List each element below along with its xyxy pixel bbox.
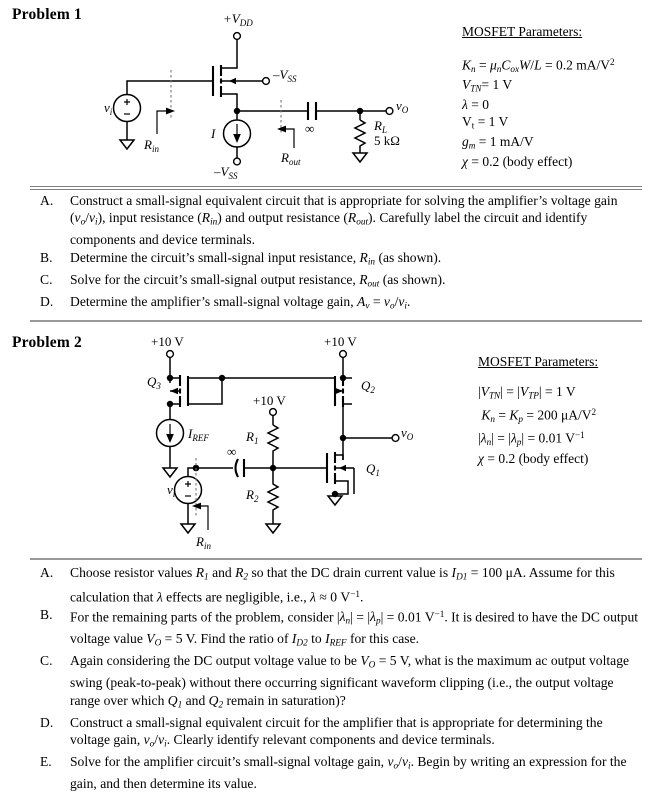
param-line: $g_m = 1$ mA/V <box>462 134 534 151</box>
question-item <box>30 714 642 753</box>
problem-2-circuit-diagram <box>130 334 430 556</box>
question-text: Solve for the amplifier circuit’s small-signal voltage gain, $v_o/v_i$. Begin by writing an expression for the gain, and then determine its value. <box>70 754 627 791</box>
param-line: $|V_{TN}| = |V_{TP}| = 1$ V <box>478 383 576 401</box>
vdd-label: $+V_{DD}$ <box>223 11 253 28</box>
question-item <box>30 192 642 249</box>
param-line: $|\lambda_n| = |\lambda_p| = 0.01$ $V^{-1}$ <box>478 430 585 448</box>
vss-bottom-label: $-V_{SS}$ <box>214 164 238 181</box>
question-text: For the remaining parts of the problem, consider $|\lambda_n| = |\lambda_p| = 0.01$ $V^{-1}$. It is desired to have the DC output voltage value $V_O = 5$ V. Find the ratio of $I_{D2}$ to $I_{REF}$ for this case. <box>70 608 639 648</box>
question-text: Determine the circuit’s small-signal input resistance, $R_{in}$ (as shown). <box>70 249 442 267</box>
vout-terminal-node <box>386 108 393 115</box>
vss-bottom-terminal-node <box>234 158 241 165</box>
input-source-symbol <box>114 95 141 122</box>
supply-right-label: +10 V <box>324 334 357 349</box>
question-text: Choose resistor values $R_1$ and $R_2$ so that the DC drain current value is $I_{D1} = 100$ μA. Assume for this calculation that λ effects are negligible, i.e., λ ≈ 0 $V^{-1}$. <box>70 565 615 605</box>
supply-mid-label: +10 V <box>253 393 286 408</box>
supply-right-terminal <box>340 351 347 358</box>
r2-label: $R_2$ <box>246 487 259 504</box>
question-item <box>30 249 642 271</box>
divider-problem-1 <box>30 186 642 190</box>
question-text: Solve for the circuit’s small-signal output resistance, $R_{out}$ (as shown). <box>70 271 446 289</box>
param-line: χ = 0.2 (body effect) <box>462 154 573 170</box>
param-line: χ = 0.2 (body effect) <box>478 450 589 466</box>
supply-mid-terminal <box>270 409 277 416</box>
question-label: C. <box>40 271 53 287</box>
param-line: $V_t = 1$ V <box>462 113 509 131</box>
bias-current-label: I <box>211 126 216 141</box>
vdd-terminal-node <box>234 33 241 40</box>
problem-1-circuit-diagram <box>95 10 435 180</box>
question-label: D. <box>40 293 54 309</box>
problem-2-parameters <box>478 354 598 467</box>
param-line: $V_{TN}= 1$ V <box>462 77 513 94</box>
question-text: Determine the amplifier’s small-signal voltage gain, $A_v = v_o/v_i$. <box>70 293 411 311</box>
rl-label: $R_L$ <box>374 118 387 135</box>
q2-label: $Q_2$ <box>361 378 375 395</box>
problem-2-heading: Problem 2 <box>12 334 82 351</box>
r1-label: $R_1$ <box>246 429 259 446</box>
body-arrow <box>229 78 236 84</box>
vss-gate-label: $-V_{SS}$ <box>273 67 297 84</box>
divider-problem-2-top <box>30 320 642 322</box>
param-line: $K_n = K_p = 200$ $\mu A/V^2$ <box>481 406 597 424</box>
question-item <box>30 753 642 792</box>
problem-1-heading: Problem 1 <box>12 6 82 23</box>
question-text: Construct a small-signal equivalent circuit for the amplifier that is appropriate for determining the voltage gain, $v_o/v_i$. Clearly identify relevant components and device terminals. <box>70 714 603 749</box>
question-label: A. <box>40 193 54 208</box>
question-text: Again considering the DC output voltage value to be $V_O = 5$ V, what is the maximum ac output voltage swing (peak-to-peak) without there occurring significant waveform clipping (i.e., the output voltage range over which $Q_1$ and $Q_2$ remain in saturation)? <box>70 653 630 710</box>
question-item <box>30 293 642 315</box>
cap-infinity-label-p2: ∞ <box>227 444 237 459</box>
vi-label: $v_i$ <box>104 100 113 117</box>
q1-label: $Q_1$ <box>366 461 380 478</box>
question-text: Construct a small-signal equivalent circuit that is appropriate for solving the amplifier’s voltage gain $(v_o/v_i)$, input resistance $(R_{in})$ and output resistance $(R_{out})$. Carefully label the circuit and identify components and device terminals. <box>70 193 618 248</box>
question-label: B. <box>40 606 53 622</box>
problem-2-question-list <box>30 564 642 792</box>
question-label: A. <box>40 565 54 580</box>
rl-value-label: 5 kΩ <box>374 133 400 148</box>
question-label: B. <box>40 249 53 265</box>
param-line: $K_n = \mu_nC_{ox}W/L = 0.2$ $mA/V^2$ <box>462 56 615 74</box>
vi-label-p2: $v_i$ <box>167 482 176 499</box>
input-source-symbol-p2 <box>175 477 202 504</box>
supply-left-label: +10 V <box>151 334 184 349</box>
q3-label: $Q_3$ <box>147 374 161 391</box>
vo-label-p2: $v_O$ <box>401 425 414 442</box>
rin-label: $R_{in}$ <box>144 137 159 154</box>
problem-1-parameters <box>462 24 615 171</box>
vo-label: $v_O$ <box>396 98 409 115</box>
question-item <box>30 271 642 293</box>
divider-problem-2-questions <box>30 558 642 560</box>
question-item <box>30 606 642 652</box>
iref-label: $I_{REF}$ <box>188 426 209 443</box>
rout-label: $R_{out}$ <box>281 150 301 167</box>
question-label: C. <box>40 653 53 669</box>
problem-1-question-list <box>30 192 642 315</box>
q2-source-node <box>340 375 346 381</box>
question-item <box>30 564 642 606</box>
q3-source-node <box>167 375 173 381</box>
rin-label-p2: $R_{in}$ <box>196 534 211 551</box>
vout-terminal-p2 <box>392 435 399 442</box>
question-label: D. <box>40 714 54 730</box>
cap-infinity-label: ∞ <box>305 121 315 136</box>
question-item <box>30 652 642 713</box>
question-label: E. <box>40 754 52 769</box>
vss-gate-terminal-node <box>263 78 270 85</box>
param-line: λ = 0 <box>462 97 489 113</box>
params-title-1: MOSFET Parameters: <box>462 24 583 39</box>
supply-left-terminal <box>167 351 174 358</box>
params-title-2: MOSFET Parameters: <box>478 354 599 369</box>
